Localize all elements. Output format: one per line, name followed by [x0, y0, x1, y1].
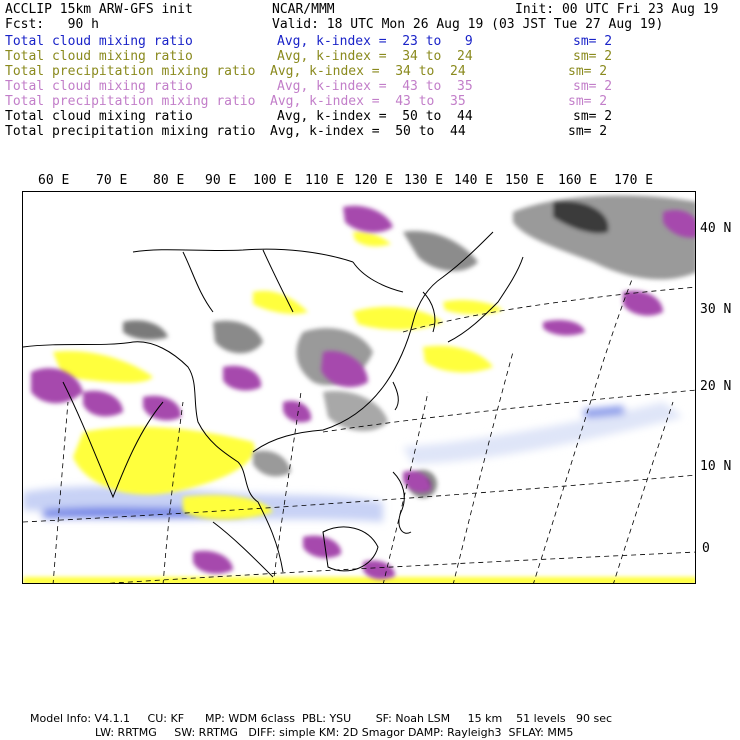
- lon-label: 130 E: [404, 173, 444, 188]
- legend-avg: Avg, k-index = 50 to 44: [270, 124, 466, 139]
- legend-field-name: Total precipitation mixing ratio: [5, 124, 256, 139]
- lat-label: 20 N: [700, 379, 732, 394]
- precip-patch: [303, 536, 341, 558]
- legend-sm: sm= 2: [568, 124, 608, 139]
- model-info-line2: LW: RRTMG SW: RRTMG DIFF: simple KM: 2D Smagor DAMP: Rayleigh3 SFLAY: MM5: [95, 726, 574, 739]
- legend-field-name: Total precipitation mixing ratio: [5, 64, 256, 79]
- legend-sm: sm= 2: [568, 64, 608, 79]
- map-canvas: [23, 192, 696, 584]
- cloud-mass: [253, 451, 291, 477]
- legend-sm: sm= 2: [573, 79, 613, 94]
- precip-patch: [623, 291, 663, 316]
- legend-field-name: Total cloud mixing ratio: [5, 109, 193, 124]
- model-title: ACCLIP 15km ARW-GFS init: [5, 2, 193, 17]
- lat-label: 40 N: [700, 221, 732, 236]
- legend-avg: Avg, k-index = 50 to 44: [277, 109, 473, 124]
- lat-label: 30 N: [700, 302, 732, 317]
- center-name: NCAR/MMM: [272, 2, 335, 17]
- precip-patch: [283, 401, 311, 423]
- lon-label: 100 E: [253, 173, 293, 188]
- lon-label: 90 E: [205, 173, 237, 188]
- precip-patch: [343, 206, 393, 233]
- longitude-line: [273, 392, 301, 584]
- cloud-mass: [213, 321, 263, 354]
- legend-sm: sm= 2: [573, 49, 613, 64]
- cloud-mass: [123, 320, 168, 339]
- legend-avg: Avg, k-index = 34 to 24: [277, 49, 473, 64]
- cloud-patch: [353, 232, 391, 247]
- lon-label: 160 E: [558, 173, 598, 188]
- lon-label: 120 E: [354, 173, 394, 188]
- legend-avg: Avg, k-index = 43 to 35: [270, 94, 466, 109]
- precip-patch: [193, 551, 233, 574]
- cloud-mass: [323, 391, 388, 431]
- legend-sm: sm= 2: [573, 109, 613, 124]
- legend-row: [5, 64, 608, 79]
- lon-label: 170 E: [614, 173, 654, 188]
- cloud-patch: [253, 291, 308, 314]
- legend-row: [5, 34, 613, 49]
- legend-avg: Avg, k-index = 23 to 9: [277, 34, 473, 49]
- legend-row: [5, 79, 613, 94]
- valid-time: Valid: 18 UTC Mon 26 Aug 19 (03 JST Tue 27 Aug 19): [272, 17, 664, 32]
- legend-row: [5, 124, 608, 139]
- precip-patch: [83, 391, 123, 417]
- legend-avg: Avg, k-index = 43 to 35: [277, 79, 473, 94]
- lon-label: 110 E: [305, 173, 345, 188]
- lon-label: 150 E: [505, 173, 545, 188]
- cloud-mass: [403, 231, 478, 271]
- legend-field-name: Total cloud mixing ratio: [5, 79, 193, 94]
- init-time: Init: 00 UTC Fri 23 Aug 19: [515, 2, 719, 17]
- precip-patch: [143, 396, 181, 421]
- lon-label: 140 E: [454, 173, 494, 188]
- legend-avg: Avg, k-index = 34 to 24: [270, 64, 466, 79]
- cloud-patch: [23, 577, 696, 584]
- forecast-map: [22, 191, 696, 584]
- cloud-mass: [513, 195, 696, 279]
- model-info-line1: Model Info: V4.1.1 CU: KF MP: WDM 6class PBL: YSU SF: Noah LSM 15 km 51 levels 90 sec: [30, 712, 613, 725]
- longitude-line: [453, 352, 513, 584]
- lon-label: 80 E: [153, 173, 185, 188]
- lat-label: 10 N: [700, 459, 732, 474]
- cloud-patch: [73, 427, 255, 495]
- precip-patch: [223, 366, 261, 391]
- forecast-hour: Fcst: 90 h: [5, 17, 99, 32]
- taiwan-coastline: [393, 382, 398, 410]
- legend-sm: sm= 2: [568, 94, 608, 109]
- legend-row: [5, 109, 613, 124]
- cloud-patch: [353, 307, 443, 330]
- cloud-band: [403, 402, 683, 464]
- lat-label: 0: [702, 541, 710, 556]
- legend-row: [5, 94, 608, 109]
- precip-patch: [543, 320, 585, 335]
- legend-field-name: Total precipitation mixing ratio: [5, 94, 256, 109]
- legend-field-name: Total cloud mixing ratio: [5, 49, 193, 64]
- lon-label: 70 E: [96, 173, 128, 188]
- cloud-patch: [423, 346, 493, 373]
- legend-field-name: Total cloud mixing ratio: [5, 34, 193, 49]
- lon-label: 60 E: [38, 173, 70, 188]
- legend-sm: sm= 2: [573, 34, 613, 49]
- legend-row: [5, 49, 613, 64]
